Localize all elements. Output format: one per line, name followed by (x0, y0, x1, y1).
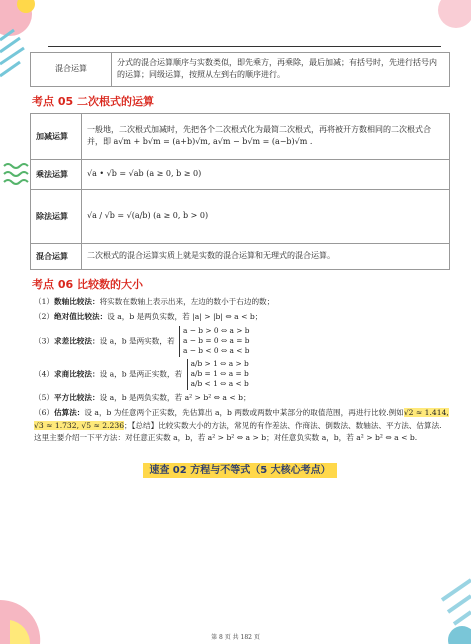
fraction-mixed-ops-table (30, 52, 450, 87)
difference-cases (179, 326, 250, 357)
radical-ops-table (30, 113, 450, 270)
row-mixed-label: 混合运算 (31, 243, 82, 269)
row-add-sub-label: 加减运算 (31, 113, 82, 159)
quot-case-lt: a/b < 1 ⇔ a < b (190, 379, 249, 389)
method-2-name: 绝对值比较法： (54, 311, 108, 321)
method-5-name: 平方比较法： (54, 392, 100, 402)
method-4-num: （4） (34, 369, 55, 379)
method-5 (34, 392, 450, 405)
example-highlight: √2 ≈ 1.414, √3 ≈ 1.732, √5 ≈ 2.236 (34, 407, 449, 430)
row-add-sub-text: 一般地，二次根式加减时，先把各个二次根式化为最简二次根式，再将被开方数相同的二次根式合并，即 a√m + b√m = (a+b)√m, a√m − b√m = (a−b)√m . (82, 113, 450, 159)
quot-case-eq: a/b = 1 ⇔ a = b (190, 369, 249, 379)
table1-text: 分式的混合运算顺序与实数类似，即先乘方，再乘除，最后加减；有括号时，先进行括号内的运算；同级运算，按照从左到右的顺序进行。 (112, 53, 450, 87)
method-2 (34, 311, 450, 324)
diff-case-eq: a − b = 0 ⇔ a = b (182, 335, 250, 345)
method-3-text: 设 a，b 是两实数，若 (99, 336, 175, 346)
row-div-text: √a / √b = √(a/b) (a ≥ 0, b > 0) (82, 189, 450, 243)
method-1 (34, 296, 450, 309)
section05-title: 考点 05 二次根式的运算 (32, 94, 154, 108)
example-summary: ；【总结】比较实数大小的方法，常见的有作差法、作商法、倒数法、数轴法、平方法、估算法. 这里主要介绍一下平方法：对任意正实数 a，b，若 a² > b² ⇔ a > b；对任意负实数 a，b，若 a² > b² ⇔ a < b. (34, 420, 442, 443)
method-2-num: （2） (34, 311, 55, 321)
method-2-text: 设 a，b 是两负实数，若 |a| > |b| ⇔ a < b； (107, 311, 263, 321)
method-6-text: 设 a，b 为任意两个正实数，先估算出 a，b 两数或两数中某部分的取值范围，再进行比较. (84, 407, 389, 417)
method-6 (34, 407, 450, 446)
method-4-text: 设 a，b 是两正实数，若 (99, 369, 183, 379)
diff-case-gt: a − b > 0 ⇔ a > b (182, 325, 250, 335)
method-6-name: 估算法： (54, 407, 85, 417)
method-5-text: 设 a，b 是两负实数，若 a² > b² ⇔ a < b； (99, 392, 251, 402)
row-mixed-text: 二次根式的混合运算实质上就是实数的混合运算和无理式的混合运算。 (82, 243, 450, 269)
method-4 (34, 359, 450, 390)
method-1-name: 数轴比较法： (54, 296, 100, 306)
page-content (30, 34, 450, 614)
method-3 (34, 326, 450, 357)
quotient-cases (187, 359, 249, 390)
method-1-num: （1） (34, 296, 55, 306)
section06-title: 考点 06 比较数的大小 (32, 277, 143, 291)
example-prefix: 例如 (388, 407, 404, 417)
next-section-banner (30, 461, 450, 476)
banner-text: 速查 02 方程与不等式（5 大核心考点） (143, 463, 336, 478)
table1-label: 混合运算 (31, 53, 112, 87)
row-mult-label: 乘法运算 (31, 159, 82, 189)
method-1-text: 将实数在数轴上表示出来，左边的数小于右边的数； (99, 296, 275, 306)
diff-case-lt: a − b < 0 ⇔ a < b (182, 346, 250, 356)
row-mult-text: √a • √b = √ab (a ≥ 0, b ≥ 0) (82, 159, 450, 189)
method-6-num: （6） (34, 407, 55, 417)
method-4-name: 求商比较法： (54, 369, 100, 379)
page-footer: 第 8 页 共 182 页 (211, 634, 260, 641)
method-3-num: （3） (34, 336, 55, 346)
method-3-name: 求差比较法： (54, 336, 100, 346)
quot-case-gt: a/b > 1 ⇔ a > b (190, 358, 249, 368)
row-div-label: 除法运算 (31, 189, 82, 243)
method-5-num: （5） (34, 392, 55, 402)
